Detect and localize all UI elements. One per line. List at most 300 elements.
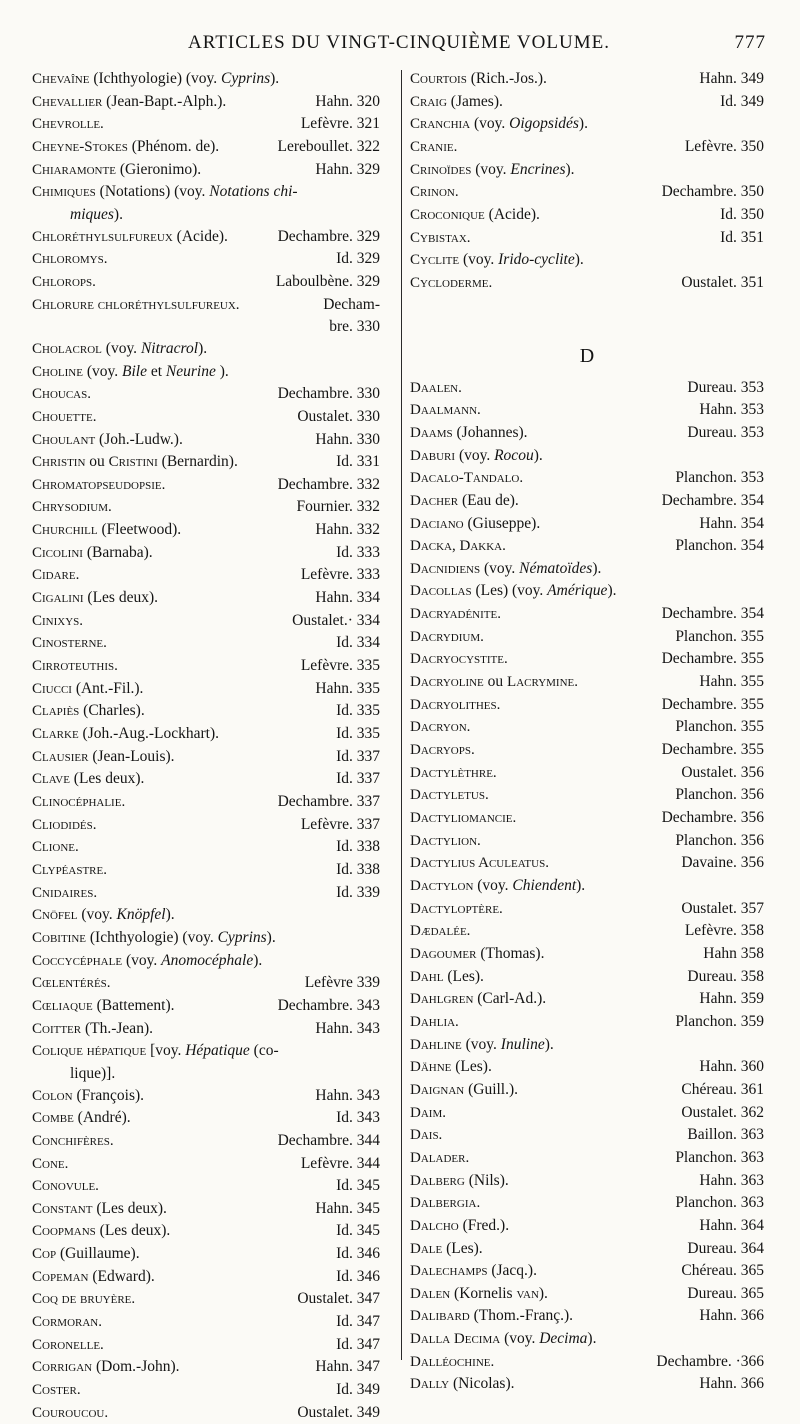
index-entry bbox=[410, 1192, 764, 1215]
entry-author-page bbox=[681, 1283, 764, 1306]
entry-author-page bbox=[675, 898, 764, 921]
entry-title bbox=[32, 700, 145, 723]
entry-title bbox=[32, 1153, 68, 1176]
entry-headword: Dactylèthre. bbox=[410, 764, 497, 781]
entry-text: ). bbox=[576, 877, 586, 894]
index-entry bbox=[32, 248, 380, 271]
index-entry bbox=[410, 535, 764, 558]
entry-text: (Les). bbox=[455, 1058, 492, 1076]
entry-author: Hahn. 343 bbox=[315, 1019, 380, 1037]
entry-author: Lereboullet. 322 bbox=[277, 137, 380, 155]
index-entry bbox=[410, 716, 764, 739]
index-entry bbox=[32, 1243, 380, 1266]
entry-headword: Dacryolithes. bbox=[410, 696, 501, 713]
entry-author-page bbox=[693, 1056, 764, 1079]
entry-title bbox=[32, 248, 108, 271]
entry-title bbox=[410, 603, 501, 626]
entry-headword: Clave bbox=[32, 771, 70, 788]
entry-title bbox=[32, 294, 240, 317]
entry-author-page bbox=[309, 429, 380, 452]
entry-author-page bbox=[681, 422, 764, 445]
entry-title bbox=[32, 814, 96, 837]
left-column bbox=[32, 68, 380, 1424]
index-entry bbox=[410, 1238, 764, 1261]
entry-author: Dureau. 364 bbox=[687, 1239, 764, 1257]
entry-author-page bbox=[693, 399, 764, 422]
entry-title bbox=[32, 1175, 99, 1198]
index-entry bbox=[32, 655, 380, 678]
index-entry bbox=[32, 1266, 380, 1289]
entry-author-page bbox=[330, 1243, 380, 1266]
entry-headword: Chevaîne bbox=[32, 71, 90, 87]
entry-author-page bbox=[317, 294, 380, 317]
entry-headword: Dahline bbox=[410, 1036, 462, 1053]
index-entry bbox=[410, 898, 764, 921]
entry-title bbox=[410, 648, 508, 671]
entry-text: (Guillaume). bbox=[59, 1245, 140, 1263]
entry-headword: Coitter bbox=[32, 1020, 82, 1037]
index-entry bbox=[410, 694, 764, 717]
entry-headword: Chromatopseudopsie. bbox=[32, 476, 166, 493]
entry-author: Id. 347 bbox=[336, 1335, 380, 1353]
entry-author: Dechambre. 330 bbox=[277, 385, 380, 403]
entry-title bbox=[32, 1220, 170, 1243]
entry-headword: Ciucci bbox=[32, 680, 72, 697]
entry-title bbox=[410, 159, 575, 182]
entry-text: (voy. bbox=[465, 1035, 501, 1053]
entry-author-page bbox=[295, 1153, 380, 1176]
entry-author: Hahn. 354 bbox=[699, 514, 764, 532]
entry-headword: Coronelle. bbox=[32, 1336, 104, 1353]
entry-text: (Joh.-Ludw.). bbox=[99, 430, 183, 448]
entry-author-page bbox=[270, 271, 380, 294]
entry-author-page bbox=[309, 587, 380, 610]
entry-author-page bbox=[286, 610, 380, 633]
index-entry bbox=[32, 995, 380, 1018]
index-entry bbox=[410, 490, 764, 513]
entry-text: (Ant.-Fil.). bbox=[75, 679, 144, 697]
entry-author: Hahn. 355 bbox=[699, 673, 764, 691]
entry-reference: Anomocéphale bbox=[161, 951, 254, 969]
index-entry bbox=[410, 1011, 764, 1034]
entry-author: Planchon. 359 bbox=[675, 1012, 764, 1030]
entry-author: Lefèvre. 358 bbox=[684, 922, 764, 940]
entry-headword: Cnidaires. bbox=[32, 884, 98, 901]
entry-text: (Joh.-Aug.-Lockhart). bbox=[82, 725, 219, 743]
index-entry bbox=[32, 159, 380, 182]
index-entry bbox=[410, 181, 764, 204]
index-entry bbox=[32, 791, 380, 814]
page-number: 777 bbox=[734, 32, 766, 53]
entry-author-page bbox=[330, 248, 380, 271]
entry-text: ). bbox=[253, 951, 263, 969]
entry-headword: Choucas. bbox=[32, 386, 91, 403]
entry-headword: Cholacrol bbox=[32, 340, 102, 357]
entry-title bbox=[410, 762, 497, 785]
page-header bbox=[32, 32, 766, 58]
index-entry bbox=[410, 1260, 764, 1283]
entry-headword: Coccycéphale bbox=[32, 952, 123, 969]
entry-text: (François). bbox=[76, 1086, 145, 1104]
index-entry bbox=[32, 1040, 380, 1063]
index-entry bbox=[410, 399, 764, 422]
entry-text: (voy. bbox=[458, 446, 495, 464]
entry-author-page bbox=[675, 762, 764, 785]
index-entry bbox=[410, 249, 764, 272]
entry-headword: Constant bbox=[32, 1200, 93, 1217]
index-entry bbox=[32, 836, 380, 859]
entry-title bbox=[32, 181, 298, 204]
entry-author-page bbox=[675, 272, 764, 295]
entry-author-page bbox=[295, 655, 380, 678]
entry-author: Dureau. 353 bbox=[687, 378, 764, 396]
entry-text: ou bbox=[89, 453, 109, 471]
entry-author: Dechambre. 329 bbox=[277, 227, 380, 245]
entry-author: Id. 335 bbox=[336, 702, 380, 720]
entry-author-page bbox=[675, 852, 764, 875]
entry-reference: Nitracrol bbox=[140, 339, 199, 357]
entry-author-page bbox=[650, 1351, 764, 1374]
entry-title bbox=[410, 377, 462, 400]
entry-author: Hahn. 335 bbox=[315, 679, 380, 697]
entry-author: Id. 331 bbox=[336, 453, 380, 471]
entry-headword: Dactylion. bbox=[410, 832, 481, 849]
entry-headword: Cicolini bbox=[32, 544, 83, 561]
entry-title bbox=[32, 406, 96, 429]
index-entry bbox=[32, 1130, 380, 1153]
entry-title bbox=[32, 361, 229, 384]
entry-author: Hahn. 330 bbox=[315, 430, 380, 448]
entry-headword: Dais. bbox=[410, 1127, 443, 1144]
entry-text: ). bbox=[578, 115, 588, 133]
index-entry bbox=[32, 1379, 380, 1402]
entry-author: Lefèvre. 344 bbox=[300, 1154, 380, 1172]
entry-author-page bbox=[679, 920, 764, 943]
index-entry bbox=[32, 316, 380, 338]
entry-text: (Eau de). bbox=[462, 491, 519, 509]
entry-author-page bbox=[295, 814, 380, 837]
entry-author-page bbox=[330, 1266, 380, 1289]
entry-text: ). bbox=[198, 339, 208, 357]
entry-author-page bbox=[681, 377, 764, 400]
entry-author: Dechambre. 354 bbox=[661, 491, 764, 509]
entry-headword: Dagoumer bbox=[410, 945, 477, 962]
entry-text: (Phénom. de). bbox=[131, 137, 220, 155]
entry-reference: Neurine bbox=[165, 362, 216, 380]
entry-headword: Daalen. bbox=[410, 379, 462, 396]
index-entry bbox=[410, 159, 764, 182]
entry-author: Oustalet. 349 bbox=[297, 1403, 380, 1421]
entry-author-page bbox=[693, 1170, 764, 1193]
entry-author: Hahn. 332 bbox=[315, 521, 380, 539]
entry-headword: Dahl bbox=[410, 968, 444, 985]
index-entry bbox=[410, 1351, 764, 1374]
entry-headword: Crinoïdes bbox=[410, 161, 472, 178]
entry-headword: Dædalée. bbox=[410, 923, 471, 940]
entry-author-page bbox=[295, 113, 380, 136]
entry-text: (Rich.-Jos.). bbox=[470, 70, 547, 87]
entry-headword: Dalberg bbox=[410, 1172, 465, 1189]
index-entry bbox=[410, 988, 764, 1011]
entry-text: (voy. bbox=[81, 906, 117, 924]
entry-title bbox=[410, 1034, 554, 1057]
entry-text: (Acide). bbox=[176, 227, 228, 245]
entry-text: (Thom.-Franç.). bbox=[473, 1307, 574, 1325]
entry-text: (voy. bbox=[477, 877, 513, 894]
entry-author-page bbox=[714, 204, 764, 227]
entry-headword: Chouette. bbox=[32, 408, 97, 425]
entry-author-page bbox=[656, 490, 764, 513]
entry-author: Id. 335 bbox=[336, 725, 380, 743]
index-entry bbox=[410, 648, 764, 671]
entry-title bbox=[410, 272, 492, 295]
entry-author: Lefèvre 339 bbox=[304, 974, 380, 992]
entry-author-page bbox=[656, 603, 764, 626]
entry-author: Id. 347 bbox=[336, 1313, 380, 1331]
entry-author: Id. 345 bbox=[336, 1222, 380, 1240]
entry-title bbox=[410, 136, 457, 159]
entry-text: (Nicolas). bbox=[452, 1375, 515, 1393]
entry-headword: Dahlgren bbox=[410, 991, 474, 1008]
entry-headword: Cigalini bbox=[32, 590, 84, 607]
entry-headword: Clione. bbox=[32, 839, 79, 856]
entry-author: Hahn. 366 bbox=[699, 1375, 764, 1393]
entry-title bbox=[32, 1402, 108, 1424]
entry-author-page bbox=[656, 694, 764, 717]
entry-author: Lefèvre. 350 bbox=[684, 137, 764, 155]
entry-text: (voy. bbox=[483, 559, 520, 577]
entry-author-page bbox=[656, 181, 764, 204]
entry-headword: Dalibard bbox=[410, 1308, 470, 1325]
entry-author-page bbox=[714, 227, 764, 250]
entry-text: (voy. bbox=[475, 160, 511, 178]
entry-author-page bbox=[669, 784, 764, 807]
index-entry bbox=[410, 1305, 764, 1328]
entry-headword: Clarke bbox=[32, 726, 79, 743]
entry-headword: Dacnidiens bbox=[410, 560, 481, 577]
section-letter: D bbox=[579, 344, 595, 367]
index-entry bbox=[32, 91, 380, 114]
entry-author-page bbox=[693, 513, 764, 536]
entry-author-page bbox=[714, 91, 764, 114]
entry-title bbox=[410, 490, 519, 513]
entry-headword: Cnöfel bbox=[32, 907, 78, 924]
entry-author: Dechambre. 354 bbox=[661, 605, 764, 623]
entry-author-page bbox=[330, 1175, 380, 1198]
entry-text: ). bbox=[533, 446, 543, 464]
entry-title bbox=[410, 943, 544, 966]
entry-author-page bbox=[656, 807, 764, 830]
index-entry bbox=[32, 972, 380, 995]
entry-title bbox=[410, 1192, 480, 1215]
entry-headword: Chloromys. bbox=[32, 251, 108, 268]
entry-author-page bbox=[309, 1085, 380, 1108]
entry-author: Hahn. 347 bbox=[315, 1358, 380, 1376]
entry-text: ou bbox=[487, 673, 508, 691]
entry-title bbox=[32, 1379, 81, 1402]
entry-reference: Irido-cyclite bbox=[498, 251, 575, 269]
entry-author: Decham- bbox=[323, 295, 380, 313]
entry-reference: Cyprins bbox=[217, 928, 267, 946]
index-entry bbox=[32, 678, 380, 701]
entry-author-page bbox=[309, 1198, 380, 1221]
index-entry bbox=[410, 1079, 764, 1102]
entry-author-page bbox=[330, 632, 380, 655]
entry-title bbox=[410, 580, 616, 603]
entry-headword: Dacrydium. bbox=[410, 628, 484, 645]
entry-title bbox=[32, 655, 118, 678]
entry-title bbox=[32, 1243, 140, 1266]
index-entry bbox=[410, 68, 764, 91]
index-entry bbox=[410, 91, 764, 114]
entry-title bbox=[410, 113, 588, 136]
entry-text: et bbox=[146, 362, 166, 380]
entry-title bbox=[410, 91, 503, 114]
entry-author-page bbox=[299, 972, 380, 995]
entry-title bbox=[32, 338, 207, 361]
index-entry bbox=[32, 1153, 380, 1176]
entry-headword: Dacryocystite. bbox=[410, 651, 508, 668]
index-entry bbox=[32, 226, 380, 249]
entry-title bbox=[410, 1147, 469, 1170]
entry-title bbox=[32, 836, 79, 859]
entry-text: (Les deux). bbox=[87, 589, 159, 607]
index-entry bbox=[410, 1034, 764, 1057]
entry-author: Id. 346 bbox=[336, 1245, 380, 1263]
entry-author: Hahn 358 bbox=[703, 944, 764, 962]
entry-author-page bbox=[693, 671, 764, 694]
entry-headword: Cormoran. bbox=[32, 1314, 102, 1331]
entry-headword: Chlorure chloréthylsulfureux. bbox=[32, 296, 240, 313]
entry-headword: Craig bbox=[410, 93, 447, 110]
entry-text: (André). bbox=[77, 1109, 131, 1127]
entry-title bbox=[410, 898, 503, 921]
index-entry bbox=[32, 1311, 380, 1334]
index-entry bbox=[410, 920, 764, 943]
index-entry bbox=[32, 564, 380, 587]
entry-headword: Copeman bbox=[32, 1268, 89, 1285]
entry-title bbox=[32, 995, 175, 1018]
entry-headword: Chloréthylsulfureux bbox=[32, 228, 173, 245]
entry-text: (Les deux). bbox=[73, 770, 145, 788]
entry-author: Id. 346 bbox=[336, 1267, 380, 1285]
entry-author-page bbox=[330, 859, 380, 882]
entry-text: (voy. bbox=[86, 362, 122, 380]
entry-headword: Dahlia. bbox=[410, 1013, 459, 1030]
entry-headword: Colique hépatique bbox=[32, 1043, 147, 1060]
entry-author: Planchon. 355 bbox=[675, 718, 764, 736]
entry-title bbox=[32, 972, 111, 995]
entry-text: (Barnaba). bbox=[86, 543, 153, 561]
index-entry bbox=[32, 1175, 380, 1198]
entry-title bbox=[32, 68, 279, 91]
entry-author-page bbox=[330, 723, 380, 746]
entry-author: Id. 334 bbox=[336, 634, 380, 652]
index-entry bbox=[410, 1283, 764, 1306]
entry-author-page bbox=[330, 746, 380, 769]
entry-particle: van bbox=[516, 1285, 539, 1302]
index-entry bbox=[32, 1402, 380, 1424]
entry-headword: Cobitine bbox=[32, 929, 86, 946]
entry-headword: Cheyne-Stokes bbox=[32, 138, 128, 155]
index-entry bbox=[32, 814, 380, 837]
entry-author: Oustalet. 351 bbox=[681, 273, 764, 291]
entry-headword: Conchifères. bbox=[32, 1132, 114, 1149]
entry-author: Hahn. 349 bbox=[699, 70, 764, 87]
entry-author: Planchon. 363 bbox=[675, 1194, 764, 1212]
entry-author-page bbox=[272, 383, 380, 406]
entry-author: Baillon. 363 bbox=[687, 1126, 764, 1144]
entry-text: (Gieronimo). bbox=[119, 160, 202, 178]
entry-headword: Dacher bbox=[410, 492, 459, 509]
index-entry bbox=[32, 927, 380, 950]
entry-headword: Couroucou. bbox=[32, 1404, 109, 1421]
entry-author: Id. 337 bbox=[336, 747, 380, 765]
entry-text: lique)]. bbox=[70, 1064, 116, 1082]
column-divider bbox=[401, 70, 402, 1360]
entry-author-page bbox=[330, 882, 380, 905]
entry-reference: Rocou bbox=[494, 446, 534, 464]
index-entry bbox=[32, 1334, 380, 1357]
entry-title bbox=[32, 904, 175, 927]
entry-title bbox=[32, 1288, 135, 1311]
entry-author-page bbox=[656, 648, 764, 671]
entry-author: Dechambre. 355 bbox=[661, 650, 764, 668]
entry-headword: Dally bbox=[410, 1376, 450, 1393]
index-entry bbox=[32, 271, 380, 294]
entry-author-page bbox=[272, 995, 380, 1018]
entry-author-page bbox=[669, 1192, 764, 1215]
entry-headword: Coster. bbox=[32, 1382, 81, 1399]
entry-author: Oustalet. 356 bbox=[681, 763, 764, 781]
entry-author: Id. 337 bbox=[336, 770, 380, 788]
entry-author-page bbox=[669, 535, 764, 558]
entry-text: (Thomas). bbox=[480, 944, 545, 962]
entry-text: (Kornelis bbox=[454, 1284, 517, 1302]
entry-headword: Crinon. bbox=[410, 184, 459, 201]
entry-reference: Encrines bbox=[510, 160, 566, 178]
index-entry bbox=[32, 361, 380, 384]
entry-title bbox=[32, 271, 96, 294]
entry-author-page bbox=[693, 1305, 764, 1328]
entry-author: Planchon. 363 bbox=[675, 1148, 764, 1166]
entry-author-page bbox=[330, 1379, 380, 1402]
entry-title bbox=[410, 204, 540, 227]
entry-author: Planchon. 356 bbox=[675, 831, 764, 849]
entry-title bbox=[410, 716, 470, 739]
entry-headword: Christin bbox=[32, 454, 86, 471]
entry-headword: Churchill bbox=[32, 522, 98, 539]
entry-text: ). bbox=[607, 582, 617, 600]
entry-headword: Clapiès bbox=[32, 703, 80, 720]
entry-reference: Oigopsidés bbox=[509, 115, 579, 133]
entry-author-page bbox=[309, 159, 380, 182]
entry-headword: Dalbergia. bbox=[410, 1195, 481, 1212]
entry-author: Dechambre. 343 bbox=[277, 996, 380, 1014]
entry-text: (Acide). bbox=[488, 205, 540, 223]
index-entry bbox=[32, 1063, 380, 1085]
entry-headword: Chlorops. bbox=[32, 273, 96, 290]
index-entry bbox=[410, 204, 764, 227]
index-entry bbox=[32, 294, 380, 317]
right-column-d-entries bbox=[410, 377, 764, 1397]
entry-title bbox=[32, 1334, 104, 1357]
entry-title bbox=[32, 159, 201, 182]
index-entry bbox=[32, 1085, 380, 1108]
entry-title bbox=[410, 1102, 446, 1125]
index-entry bbox=[410, 739, 764, 762]
entry-headword: Daburi bbox=[410, 447, 456, 464]
